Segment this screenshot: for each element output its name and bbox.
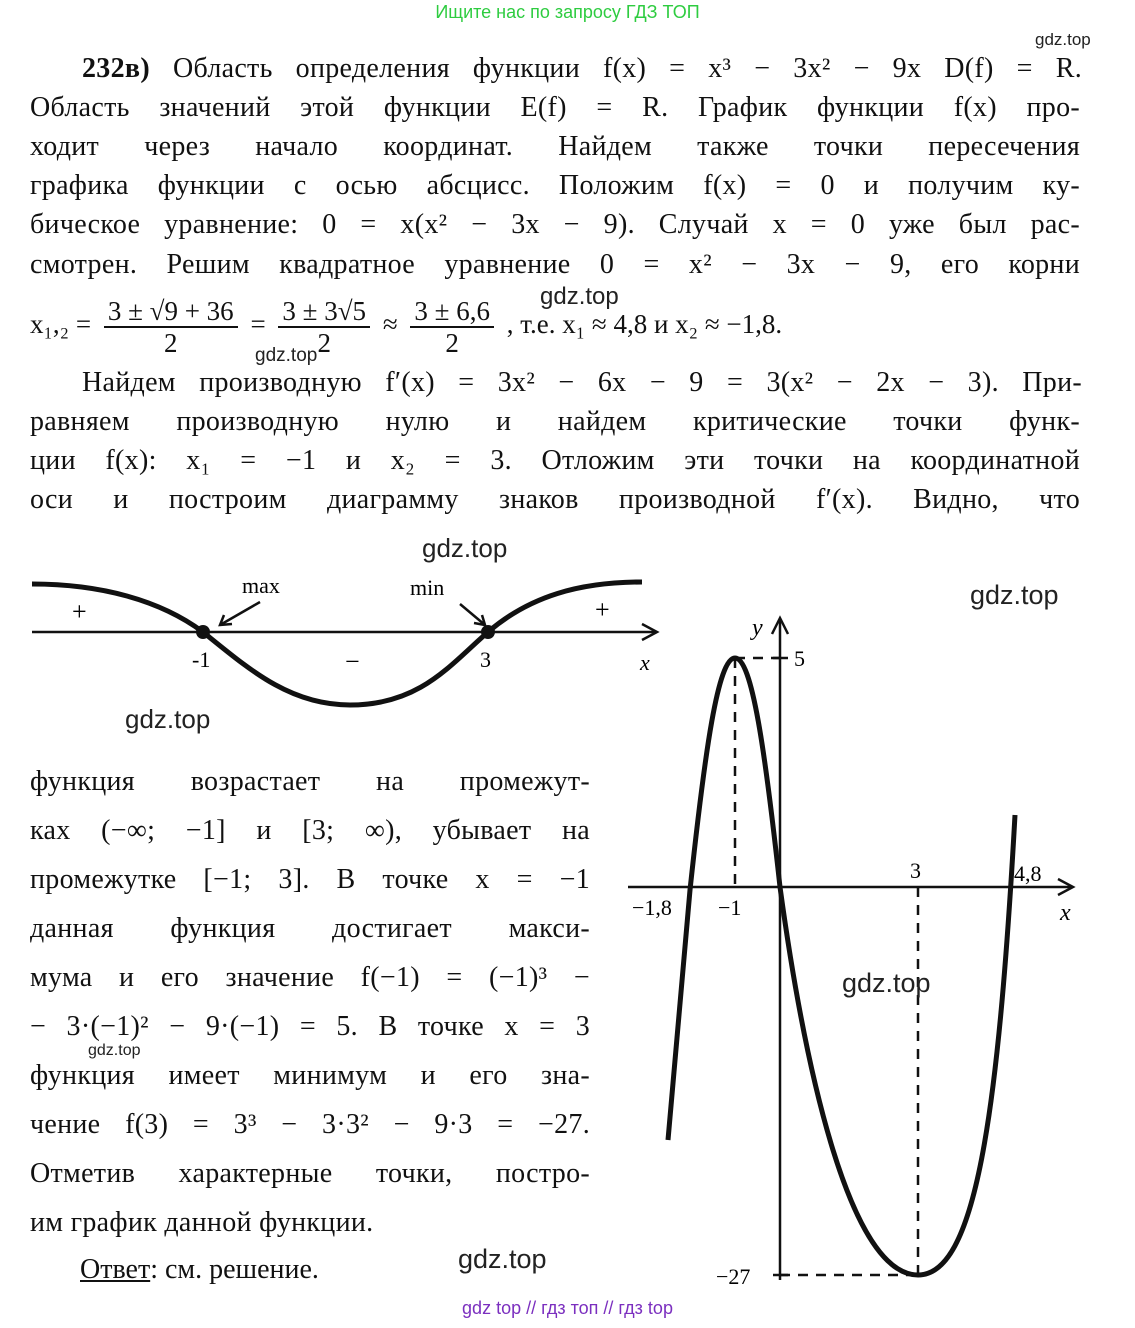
text-line: чение f(3) = 3³ − 3·3² − 9·3 = −27. xyxy=(30,1109,590,1140)
text-line: мума и его значение f(−1) = (−1)³ − xyxy=(30,962,590,993)
text-line: графика функции с осью абсцисс. Положим f(x) = 0 и получим ку- xyxy=(30,170,1080,201)
text-line: оси и построим диаграмму знаков производной f′(x). Видно, что xyxy=(30,484,1080,515)
text-line: ходит через начало координат. Найдем также точки пересечения xyxy=(30,131,1080,162)
watermark: gdz.top xyxy=(540,283,619,310)
watermark: gdz.top xyxy=(255,345,318,366)
problem-number: 232в) xyxy=(82,53,150,84)
text-line: функция возрастает на промежут- xyxy=(30,766,590,797)
watermark: gdz.top xyxy=(458,1244,547,1274)
text-line: функция имеет минимум и его зна- xyxy=(30,1060,590,1091)
text-line: Найдем производную f′(x) = 3x² − 6x − 9 = 3(x² − 2x − 3). При- xyxy=(82,367,1082,398)
svg-text:x: x xyxy=(1060,900,1071,926)
watermark: gdz.top xyxy=(422,533,508,563)
derivative-sign-diagram xyxy=(20,560,680,720)
text-line: Отметив характерные точки, постро- xyxy=(30,1158,590,1189)
text-line: данная функция достигает макси- xyxy=(30,913,590,944)
sign-minus: − xyxy=(345,647,360,676)
text-line: равняем производную нулю и найдем критические точки функ- xyxy=(30,406,1080,437)
watermark: gdz.top xyxy=(1035,30,1091,49)
sign-plus: + xyxy=(72,597,87,626)
answer: Ответ: см. решение. xyxy=(80,1254,319,1285)
x-tick: 4,8 xyxy=(1014,861,1042,886)
roots-formula: x₁,₂ = $\frac{3 \pm √9 + 36}{2}$ = $\frac{3 \pm 3√5}{2}$ ≈ $\frac{3 \pm 6,6}{2}$ , т.е. x₁ ≈ 4,8 и x₂ ≈ −1,8. xyxy=(30,296,783,358)
y-tick: 5 xyxy=(794,646,805,671)
y-tick: −27 xyxy=(716,1264,751,1289)
watermark: gdz.top xyxy=(970,580,1059,610)
x-tick: 3 xyxy=(910,858,921,883)
fraction: $\frac{3 \pm √9 + 36}{2}$ xyxy=(104,296,238,358)
text-line: − 3·(−1)² − 9·(−1) = 5. В точке x = 3 xyxy=(30,1011,590,1042)
point-label: 3 xyxy=(480,647,491,672)
arrow-icon xyxy=(460,604,485,625)
x-tick: −1 xyxy=(718,895,742,920)
point-label: -1 xyxy=(192,647,211,672)
sign-plus: + xyxy=(595,595,610,624)
svg-text:x: x xyxy=(640,650,650,675)
x-tick: −1,8 xyxy=(632,895,672,920)
search-banner[interactable]: Ищите нас по запросу ГДЗ ТОП xyxy=(435,2,700,22)
text-line: ции f(x): x₁ = −1 и x₂ = 3. Отложим эти точки на координатной xyxy=(30,445,1080,476)
max-label: max xyxy=(242,573,280,598)
fraction: $\frac{3 \pm 6,6}{2}$ xyxy=(410,296,494,358)
text-line: промежутке [−1; 3]. В точке x = −1 xyxy=(30,864,590,895)
watermark: gdz.top xyxy=(125,704,211,734)
text-line: Область значений этой функции E(f) = R. График функции f(x) про- xyxy=(30,92,1080,123)
text-line: ках (−∞; −1] и [3; ∞), убывает на xyxy=(30,815,590,846)
text-line: бическое уравнение: 0 = x(x² − 3x − 9). Случай x = 0 уже был рас- xyxy=(30,209,1080,240)
footer-links[interactable]: gdz top // гдз топ // гдз top xyxy=(462,1298,673,1318)
svg-text:y: y xyxy=(752,615,763,641)
text-line: им график данной функции. xyxy=(30,1207,374,1238)
answer-label: Ответ xyxy=(80,1254,151,1285)
arrow-icon xyxy=(220,602,260,625)
watermark: gdz.top xyxy=(88,1042,141,1059)
text-line: смотрен. Решим квадратное уравнение 0 = x² − 3x − 9, его корни xyxy=(30,249,1080,280)
fraction: $\frac{3 \pm 3√5}{2}$ xyxy=(278,296,370,358)
min-label: min xyxy=(410,575,445,600)
text-line: 232в) Область определения функции f(x) = x³ − 3x² − 9x D(f) = R. xyxy=(82,53,1082,84)
function-graph xyxy=(620,600,1100,1300)
watermark: gdz.top xyxy=(842,968,931,998)
